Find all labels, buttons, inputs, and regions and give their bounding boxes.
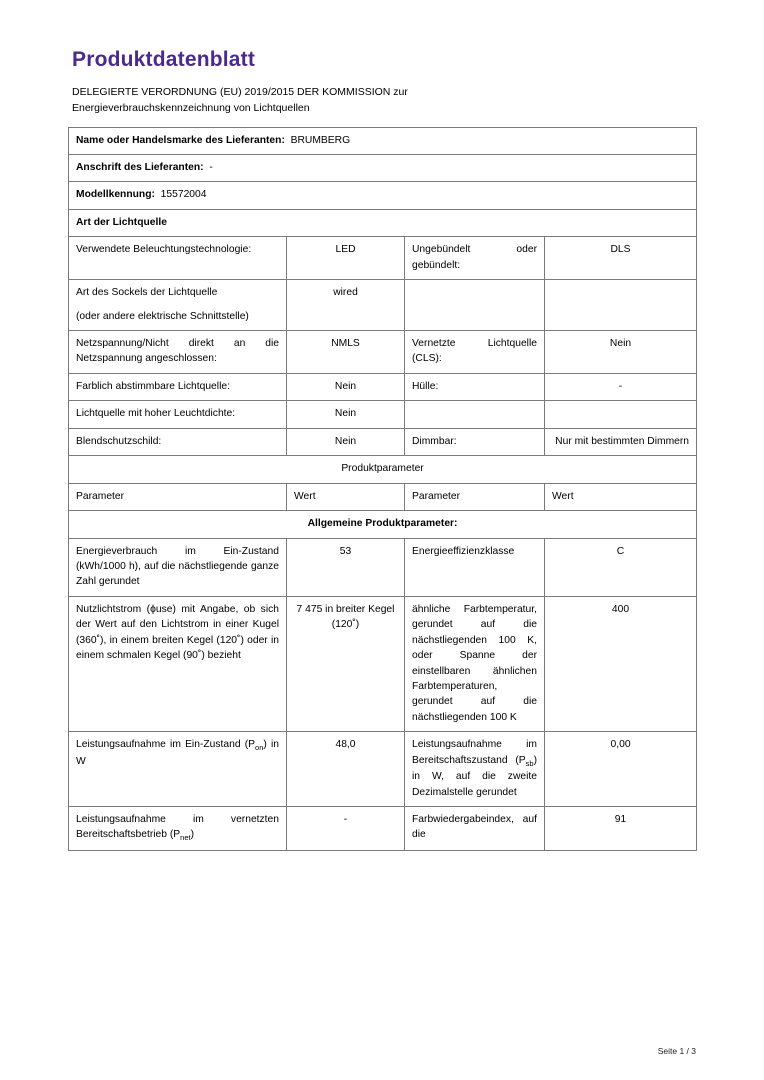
table-row-supplier-name (69, 127, 697, 154)
supplier-name-cell (69, 127, 697, 154)
row-label-2 (405, 401, 545, 428)
table-row (69, 280, 697, 331)
table-row-section-product-parameters (69, 456, 697, 483)
table-row (69, 732, 697, 807)
table-row-section-general-parameters (69, 511, 697, 538)
supplier-address-label: Anschrift des Lieferanten: (76, 161, 204, 173)
row-label: Lichtquelle mit hoher Leuchtdichte: (69, 401, 287, 428)
table-row (69, 401, 697, 428)
row-label: Netzspannung/Nicht direkt an die Netzspannung angeschlossen: (69, 331, 287, 374)
row-label: Leistungsaufnahme im vernetzten Bereitschaftsbetrieb $(P_{net})$ (69, 806, 287, 850)
row-value: NMLS (287, 331, 405, 374)
row-label: Verwendete Beleuchtungstechnologie: (69, 237, 287, 280)
row-value-2: - (545, 373, 697, 400)
page-title: Produktdatenblatt (72, 48, 256, 71)
row-value: Nein (287, 428, 405, 455)
row-value: Nein (287, 401, 405, 428)
table-row (69, 428, 697, 455)
intro-line-1: DELEGIERTE VERORDNUNG (EU) 2019/2015 DER KOMMISSION zur (72, 86, 408, 98)
row-value-2: 0,00 (545, 732, 697, 807)
row-label: Blendschutzschild: (69, 428, 287, 455)
row-label-line-1: Art des Sockels der Lichtquelle (76, 287, 218, 299)
table-row (69, 373, 697, 400)
model-cell (69, 182, 697, 209)
product-data-table (68, 127, 697, 851)
row-label-2: Hülle: (405, 373, 545, 400)
row-label (69, 280, 287, 331)
row-label-2: Farbwiedergabeindex, auf die (405, 806, 545, 850)
col-header-parameter-2: Parameter (405, 483, 545, 510)
row-value-2 (545, 280, 697, 331)
row-label-2: ähnliche Farbtemperatur, gerundet auf die nächstliegenden 100 K, oder Spanne der einstellbaren ähnlichen Farbtemperaturen, gerundet auf die nächstliegenden 100 K (405, 596, 545, 732)
row-value: Nein (287, 373, 405, 400)
regulation-intro (72, 84, 696, 117)
table-row (69, 237, 697, 280)
table-row (69, 538, 697, 596)
row-value: 7 475 in breiter Kegel (120˚) (287, 596, 405, 732)
section-header-product-parameters: Produktparameter (69, 456, 697, 483)
row-value-2: 400 (545, 596, 697, 732)
supplier-address-value: - (209, 161, 213, 173)
row-value-2: 91 (545, 806, 697, 850)
table-row-model (69, 182, 697, 209)
col-header-value: Wert (287, 483, 405, 510)
table-row-section-light-source-type (69, 209, 697, 236)
intro-line-2: Energieverbrauchskennzeichnung von Lichtquellen (72, 102, 310, 115)
table-row (69, 331, 697, 374)
table-row-parameter-header (69, 483, 697, 510)
table-row-supplier-address (69, 154, 697, 181)
model-value: 15572004 (160, 189, 207, 201)
section-header-light-source-type: Art der Lichtquelle (69, 209, 697, 236)
col-header-parameter: Parameter (69, 483, 287, 510)
table-row (69, 596, 697, 732)
row-value: 53 (287, 538, 405, 596)
row-label-2: Vernetzte Lichtquelle (CLS): (405, 331, 545, 374)
row-value-2: Nein (545, 331, 697, 374)
row-value-2: DLS (545, 237, 697, 280)
row-value-2 (545, 401, 697, 428)
row-value: - (287, 806, 405, 850)
row-label: Leistungsaufnahme im Ein-Zustand $(P_{on})$ in W (69, 732, 287, 807)
row-label-2: Ungebündelt oder gebündelt: (405, 237, 545, 280)
row-label-line-2: (oder andere elektrische Schnittstelle) (76, 310, 249, 322)
supplier-name-value: BRUMBERG (290, 134, 351, 146)
table-row (69, 806, 697, 850)
row-label: Farblich abstimmbare Lichtquelle: (69, 373, 287, 400)
row-value: 48,0 (287, 732, 405, 807)
row-label-2: Energieeffizienzklasse (405, 538, 545, 596)
row-label-2: Leistungsaufnahme im Bereitschaftszustand $(P_{sb})$ in W, auf die zweite Dezimalstelle gerundet (405, 732, 545, 807)
row-label-2: Dimmbar: (405, 428, 545, 455)
col-header-value-2: Wert (545, 483, 697, 510)
row-label: Energieverbrauch im Ein-Zustand (kWh/1000 h), auf die nächstliegende ganze Zahl gerundet (69, 538, 287, 596)
section-header-general-parameters: Allgemeine Produktparameter: (69, 511, 697, 538)
supplier-name-label: Name oder Handelsmarke des Lieferanten: (76, 134, 285, 146)
row-value-2: Nur mit bestimmten Dimmern (545, 428, 697, 455)
supplier-address-cell (69, 154, 697, 181)
row-label: Nutzlichtstrom (ϕuse) mit Angabe, ob sich der Wert auf den Lichtstrom in einer Kugel (360˚), in einem breiten Kegel (120˚) oder in einem schmalen Kegel (90˚) bezieht (69, 596, 287, 732)
model-label: Modellkennung: (76, 189, 155, 201)
row-value-2: C (545, 538, 697, 596)
row-label-2 (405, 280, 545, 331)
page-footer: Seite 1 / 3 (657, 1046, 696, 1056)
row-value: wired (287, 280, 405, 331)
row-value: LED (287, 237, 405, 280)
